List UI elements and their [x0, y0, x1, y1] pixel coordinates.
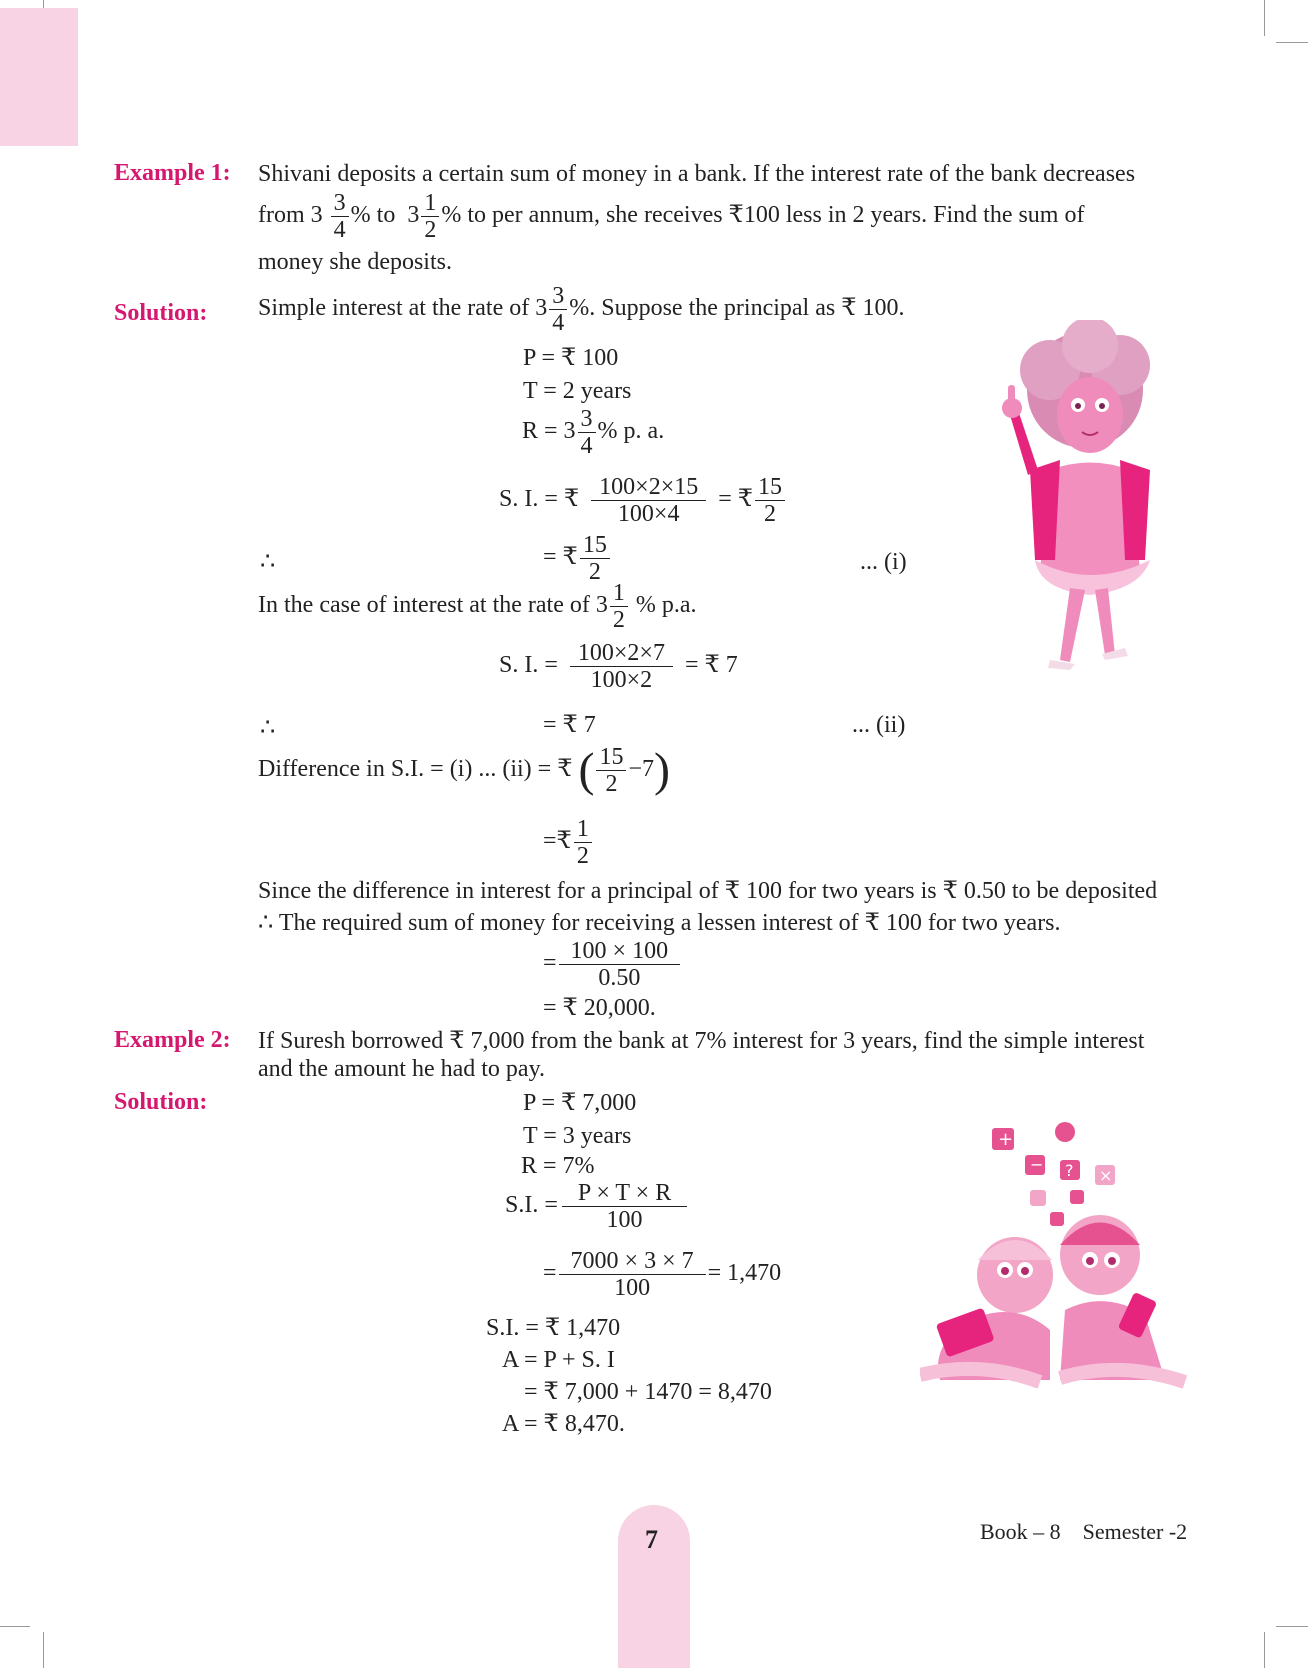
fraction: $\frac{15}{2}$ [755, 474, 785, 527]
crop-mark [1276, 42, 1308, 43]
rate-line: R = 3 $\frac{3}{4}$ % p. a. [522, 406, 665, 459]
time-line-2: T = 3 years [523, 1123, 632, 1149]
example-1-line-3: money she deposits. [258, 249, 452, 275]
svg-text:+: + [998, 1129, 1014, 1150]
fraction: $\frac{1}{2}$ [610, 580, 628, 633]
footer-book-label: Book – 8 Semester -2 [980, 1519, 1188, 1544]
crop-mark [0, 1626, 30, 1627]
fraction: $\frac{3}{4}$ [578, 406, 596, 459]
crop-mark [1264, 0, 1265, 36]
case-line: In the case of interest at the rate of 3 $\frac{1}{2}$ % p.a. [258, 580, 697, 633]
crop-mark [1276, 1626, 1308, 1627]
therefore-symbol: ∴ [260, 549, 276, 575]
fraction: $\frac{100\times 2\times 15}{100\times 4}$ [591, 474, 706, 527]
amount-line-1: A = P + S. I [502, 1347, 615, 1373]
fraction: $\frac{15}{2}$ [580, 532, 610, 585]
solution-2-label: Solution: [114, 1089, 208, 1115]
svg-text:×: × [1099, 1166, 1113, 1185]
amount-line-2: = ₹ 7,000 + 1470 = 8,470 [524, 1379, 772, 1405]
example-2-line-2: and the amount he had to pay. [258, 1056, 546, 1082]
crop-mark [1264, 1632, 1265, 1668]
fraction: $\frac{3}{4}$ [331, 190, 349, 243]
si-result-3: S.I. = ₹ 1,470 [486, 1315, 621, 1341]
reference-ii: ... (ii) [852, 712, 906, 738]
difference-line: Difference in S.I. = (i) ... (ii) = ₹ ( $\frac{15}{2}$ −7) [258, 743, 670, 797]
example-2-label: Example 2: [114, 1027, 231, 1053]
si-formula-2: S. I. = $\frac{100\times 2\times 7}{100\times 2}$ = ₹ 7 [499, 640, 738, 693]
svg-text:?: ? [1065, 1161, 1074, 1180]
solution-1-label: Solution: [114, 300, 208, 326]
example-2-line-1: If Suresh borrowed ₹ 7,000 from the bank at 7% interest for 3 years, find the simple interest [258, 1028, 1145, 1054]
girl-illustration [990, 320, 1190, 680]
svg-text:−: − [1030, 1155, 1044, 1174]
fraction: $\frac{7000 \times 3 \times 7}{100}$ [559, 1248, 706, 1301]
fraction: $\frac{100 \times 100}{0.50}$ [559, 938, 681, 991]
required-fraction: = $\frac{100 \times 100}{0.50}$ [543, 938, 682, 991]
example-1-line-2: from 3 $\frac{3}{4}$ % to 3 $\frac{1}{2}$ % to per annum, she receives ₹100 less in 2 years. Find the sum of [258, 190, 1085, 243]
therefore-symbol: ∴ [260, 715, 276, 741]
si-result-2: = ₹ 7 [543, 712, 596, 738]
since-line: Since the difference in interest for a principal of ₹ 100 for two years is ₹ 0.50 to be deposited [258, 878, 1158, 904]
rate-line-2: R = 7% [521, 1153, 595, 1179]
si-formula-1: S. I. = ₹ $\frac{100\times 2\times 15}{100\times 4}$ = ₹ $\frac{15}{2}$ [499, 474, 787, 527]
fraction: $\frac{3}{4}$ [549, 283, 567, 336]
chapter-tab [0, 8, 78, 146]
fraction: $\frac{P \times T \times R}{100}$ [562, 1180, 687, 1233]
kids-illustration [920, 1120, 1190, 1390]
time-line: T = 2 years [523, 378, 632, 404]
example-1-label: Example 1: [114, 160, 231, 186]
principal-line-2: P = ₹ 7,000 [523, 1090, 637, 1116]
si-result-1: = ₹ $\frac{15}{2}$ [543, 532, 612, 585]
required-line: ∴ The required sum of money for receiving a lessen interest of ₹ 100 for two years. [258, 910, 1061, 936]
fraction: $\frac{1}{2}$ [421, 190, 439, 243]
fraction: $\frac{100\times 2\times 7}{100\times 2}$ [570, 640, 673, 693]
page-number: 7 [645, 1525, 658, 1554]
si-calc: = $\frac{7000 \times 3 \times 7}{100}$ = 1,470 [543, 1248, 782, 1301]
example-1-line-1: Shivani deposits a certain sum of money in a bank. If the interest rate of the bank decreases [258, 161, 1136, 187]
final-answer-1: = ₹ 20,000. [543, 995, 656, 1021]
crop-mark [43, 1632, 44, 1668]
principal-line: P = ₹ 100 [523, 345, 619, 371]
difference-result: =₹ $\frac{1}{2}$ [543, 816, 594, 869]
fraction: $\frac{15}{2}$ [596, 744, 626, 797]
solution-1-intro: Simple interest at the rate of 3 $\frac{3}{4}$ %. Suppose the principal as ₹ 100. [258, 283, 905, 336]
si-formula-3: S.I. = $\frac{P \times T \times R}{100}$ [505, 1180, 689, 1233]
reference-i: ... (i) [860, 549, 907, 575]
fraction: $\frac{1}{2}$ [574, 816, 592, 869]
amount-line-3: A = ₹ 8,470. [502, 1411, 625, 1437]
